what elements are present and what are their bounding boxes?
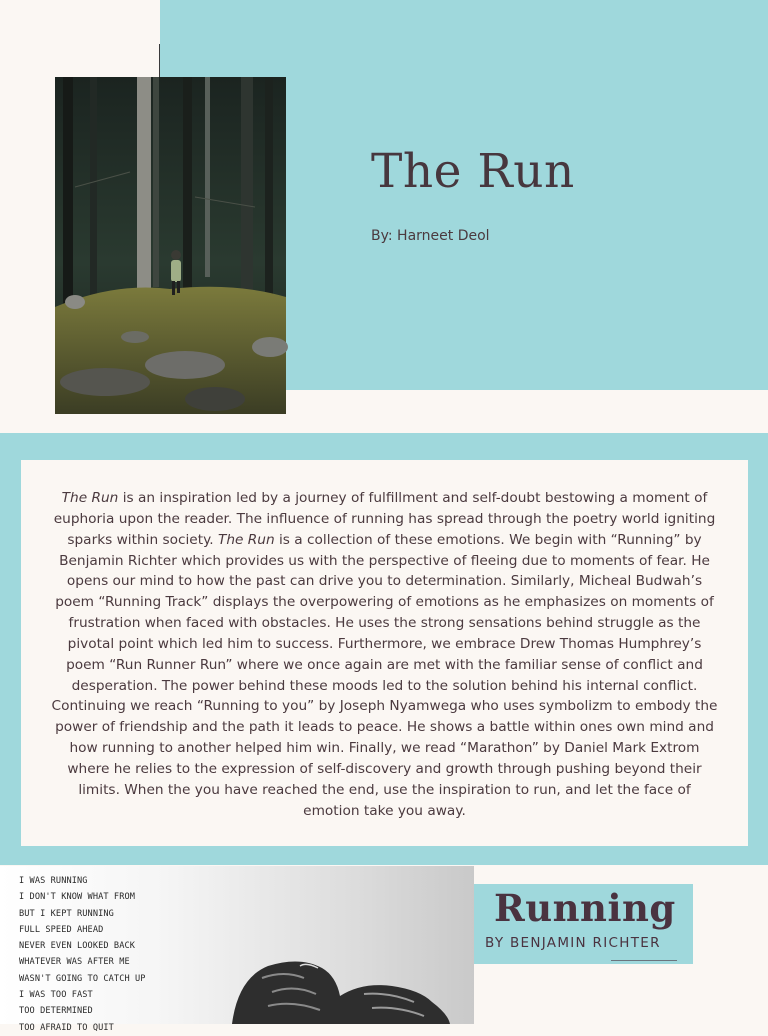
poem-line: TOO DETERMINED [19,1006,93,1017]
poem-lines [19,873,146,1036]
poem-line: BUT I KEPT RUNNING [19,908,114,919]
running-byline: BY BENJAMIN RICHTER [485,935,661,951]
poem-line: TOO AFRAID TO QUIT [19,1022,114,1033]
poem-line: FULL SPEED AHEAD [19,924,104,935]
forest-runner-photo [55,77,286,414]
intro-title-ref: The Run [61,490,119,506]
running-title-box [474,884,693,964]
poem-line: I WAS TOO FAST [19,990,93,1001]
intro-card [21,460,748,846]
intro-text-1: is an inspiration led by a journey of fulfillment and self-doubt bestowing a moment of euphoria upon the reader. The influence of running has spread through the poetry world igniting sparks within society. [53,490,716,548]
intro-paragraph [51,488,718,822]
poem-line: WASN'T GOING TO CATCH UP [19,973,146,984]
intro-text-2: is a collection of these emotions. We begin with “Running” by Benjamin Richter which provides us with the perspective of fleeing due to moments of fear. He opens our mind to how the past can drive you to determination. Similarly, Micheal Budwah’s poem “Running Track” displays the overpowering of emotions as he emphasizes on moments of frustration when faced with obstacles. He uses the strong sensations behind struggle as the pivotal point which led him to success. Furthermore, we embrace Drew Thomas Humphrey’s poem “Run Runner Run” where we once again are met with the familiar sense of conflict and desperation. The power behind these moods led to the solution behind his internal conflict. Continuing we reach “Running to you” by Joseph Nyamwega who uses symbolizm to embody the power of friendship and the path it leads to peace. He shows a battle within ones own mind and how running to another helped him win. Finally, we read “Marathon” by Daniel Mark Extrom where he relies to the expression of self-discovery and growth through pushing beyond their limits. When the you have reached the end, use the inspiration to run, and let the face of emotion take you away. [51,531,718,819]
divider-line [159,44,160,78]
poem-line: WHATEVER WAS AFTER ME [19,957,130,968]
poem-line: I WAS RUNNING [19,876,88,886]
running-title: Running [494,886,676,930]
poem-line: I DON'T KNOW WHAT FROM [19,892,136,903]
page-title: The Run [371,144,575,199]
poem-line: NEVER EVEN LOOKED BACK [19,941,136,952]
poem-photo-panel [0,866,474,1033]
intro-title-ref-2: The Run [217,531,275,548]
running-underline [611,960,677,961]
author-byline: By: Harneet Deol [371,228,490,244]
